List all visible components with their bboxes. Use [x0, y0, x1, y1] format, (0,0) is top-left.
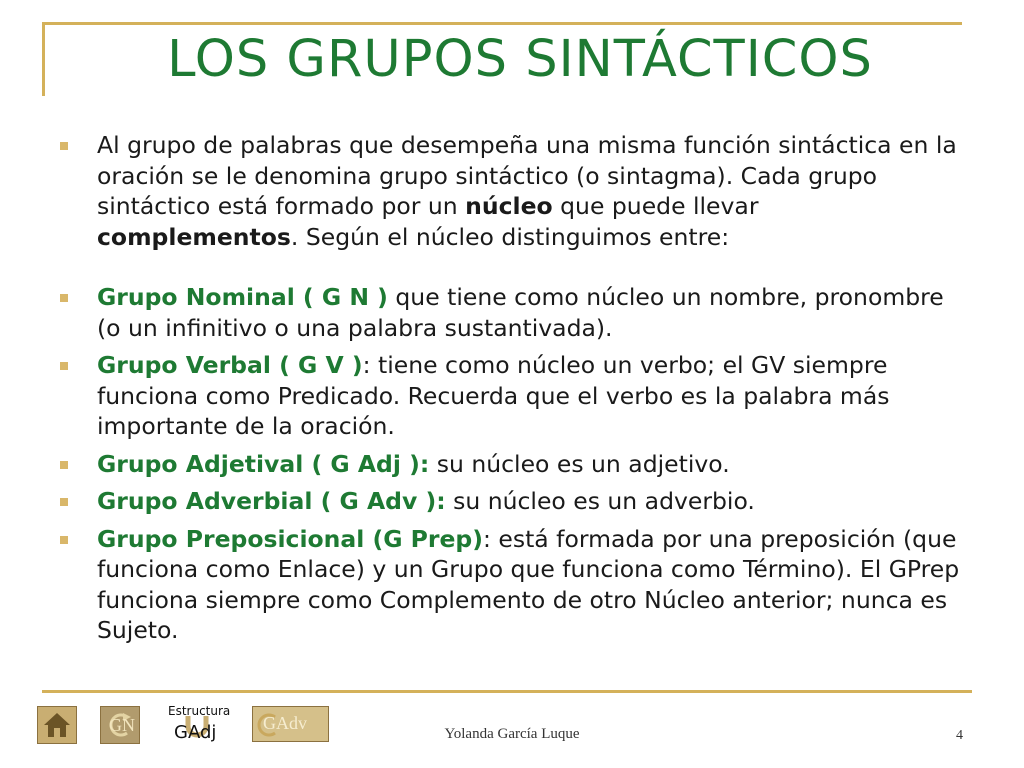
- intro-text-3: . Según el núcleo distinguimos entre:: [290, 222, 730, 251]
- slide-title: LOS GRUPOS SINTÁCTICOS: [167, 30, 873, 89]
- item-label: Grupo Nominal ( G N ): [97, 283, 388, 311]
- gadv-label: GAdv: [263, 713, 307, 733]
- frame-top-line: [42, 22, 962, 25]
- intro-bold-nucleo: núcleo: [465, 192, 553, 220]
- intro-text-2: que puede llevar: [552, 192, 759, 220]
- footer-author: Yolanda García Luque: [444, 726, 580, 742]
- bullet-square-icon: [60, 294, 68, 302]
- slide-content: [60, 130, 960, 646]
- bullet-square-icon: [60, 362, 68, 370]
- bullet-grupo-adverbial: [60, 486, 960, 517]
- bullet-grupo-adjetival: [60, 449, 960, 480]
- item-label: Grupo Adverbial ( G Adv ):: [97, 487, 446, 515]
- bullet-grupo-preposicional: [60, 524, 960, 646]
- bullet-square-icon: [60, 498, 68, 506]
- page-number: 4: [956, 728, 963, 743]
- item-text: que tiene como núcleo un nombre, pronombre (o un infinitivo o una palabra sustantivada).: [97, 283, 944, 342]
- item-label: Grupo Preposicional (G Prep): [97, 524, 483, 553]
- item-text: : tiene como núcleo un verbo; el GV siempre funciona como Predicado. Recuerda que el verbo es la palabra más importante de la oración.: [97, 351, 890, 440]
- bullet-intro: [60, 130, 960, 252]
- item-text: su núcleo es un adverbio.: [445, 487, 755, 515]
- gn-label: GN: [109, 715, 135, 735]
- item-text: su núcleo es un adjetivo.: [429, 449, 730, 478]
- bullet-square-icon: [60, 142, 68, 150]
- intro-text-1: Al grupo de palabras que desempeña una misma función sintáctica en la oración se le denomina grupo sintáctico (o sintagma). Cada grupo sintáctico está formado por un: [97, 131, 957, 220]
- bullet-square-icon: [60, 536, 68, 544]
- estructura-label[interactable]: Estructura: [168, 704, 231, 718]
- bullet-grupo-nominal: [60, 282, 960, 343]
- intro-bold-complementos: complementos: [97, 222, 291, 251]
- bullet-grupo-verbal: [60, 350, 960, 442]
- item-label: Grupo Verbal ( G V ): [97, 351, 363, 379]
- item-label: Grupo Adjetival ( G Adj ):: [97, 449, 430, 478]
- bullet-square-icon: [60, 461, 68, 469]
- footer-line: [42, 690, 972, 693]
- item-text: : está formada por una preposición (que funciona como Enlace) y un Grupo que funciona como Término). El GPrep funciona siempre como Complemento de otro Núcleo anterior; nunca es Sujeto.: [97, 524, 960, 644]
- gadj-link[interactable]: GAdj: [174, 722, 217, 743]
